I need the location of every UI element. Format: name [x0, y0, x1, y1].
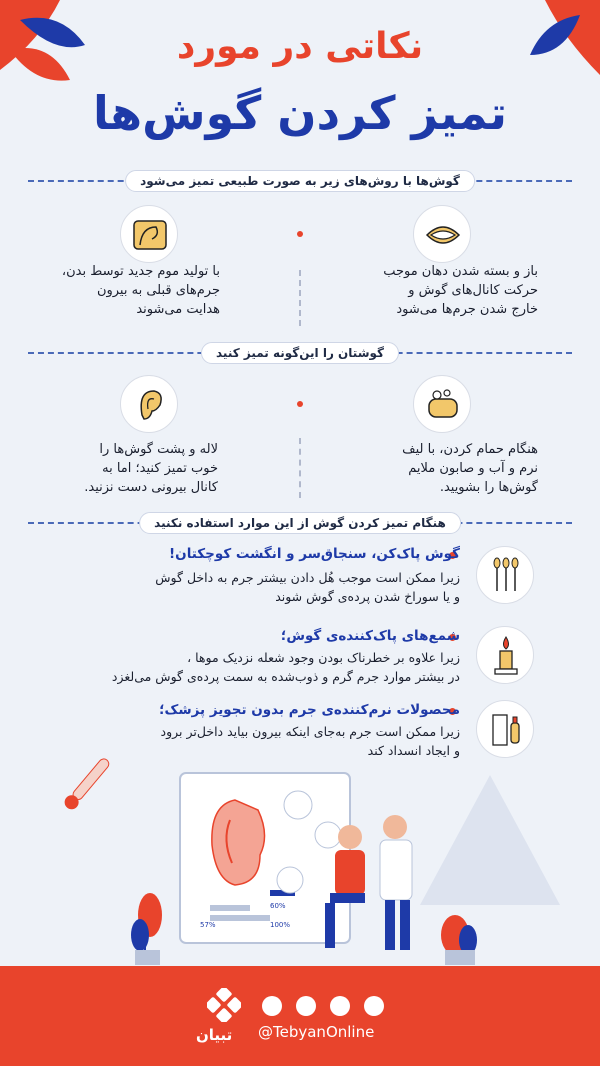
ear-canal-icon: [120, 205, 178, 263]
center-divider: [299, 270, 301, 326]
aparat-icon[interactable]: [330, 996, 350, 1016]
instagram-icon[interactable]: [296, 996, 316, 1016]
title-line-1: نکاتی در مورد: [176, 26, 424, 67]
text-line: باز و بسته شدن دهان موجب: [383, 264, 538, 279]
text-line: هنگام حمام کردن، با لیف: [402, 442, 538, 457]
text-line: در بیشتر موارد جرم گرم و ذوب‌شده به سمت پرده‌ی گوش می‌لغزد: [111, 669, 460, 684]
section2-heading: گوشتان را این‌گونه تمیز کنید: [201, 342, 399, 364]
twitter-icon[interactable]: [364, 996, 384, 1016]
title-line-2: تمیز کردن گوش‌ها: [93, 86, 507, 140]
cotton-swab-icon: [476, 546, 534, 604]
stat-100: 100%: [270, 921, 291, 929]
text-line: کانال بیرونی دست نزنید.: [84, 480, 218, 495]
section1-left-text: [20, 262, 220, 319]
stat-60: 60%: [270, 902, 286, 910]
social-handle[interactable]: @TebyanOnline: [258, 1023, 375, 1041]
section1-heading: گوش‌ها با روش‌های زیر به صورت طبیعی تمیز می‌شود: [125, 170, 475, 192]
footer-bar: [0, 966, 600, 1066]
text-line: گوش‌ها را بشویید.: [439, 480, 538, 495]
center-divider: [299, 438, 301, 498]
warning-item-2-title: شمع‌های پاک‌کننده‌ی گوش؛: [280, 628, 460, 644]
telegram-icon[interactable]: [262, 996, 282, 1016]
warning-item-1-body: [155, 568, 460, 606]
text-line: جرم‌های قبلی به بیرون: [96, 283, 220, 298]
text-line: با تولید موم جدید توسط بدن،: [61, 264, 220, 279]
text-line: نرم و آب و صابون ملایم: [408, 461, 538, 476]
center-dot: [297, 401, 303, 407]
brand-name: تبیان: [196, 1026, 233, 1044]
section1-right-text: [338, 262, 538, 319]
text-line: هدایت می‌شوند: [136, 302, 220, 317]
stat-57: 57%: [200, 921, 216, 929]
warning-item-1-title: گوش پاک‌کن، سنجاق‌سر و انگشت کوچکتان!: [169, 546, 460, 562]
text-line: زیرا علاوه بر خطرناک بودن وجود شعله نزدیک موها ،: [187, 650, 460, 665]
center-dot: [297, 231, 303, 237]
text-line: خوب تمیز کنید؛ اما به: [102, 461, 218, 476]
mouth-icon: [413, 205, 471, 263]
soap-icon: [413, 375, 471, 433]
text-line: لاله و پشت گوش‌ها را: [99, 442, 218, 457]
section2-left-text: [18, 440, 218, 497]
ear-icon: [120, 375, 178, 433]
candle-icon: [476, 626, 534, 684]
section3-heading: هنگام تمیز کردن گوش از این موارد استفاده نکنید: [139, 512, 461, 534]
text-line: حرکت کانال‌های گوش و: [408, 283, 538, 298]
ear-drops-icon: [476, 700, 534, 758]
section2-right-text: [338, 440, 538, 497]
doctor-illustration: [60, 755, 560, 970]
text-line: و یا سوراخ شدن پرده‌ی گوش شوند: [275, 589, 460, 604]
tebyan-logo-icon: [207, 988, 241, 1022]
text-line: زیرا ممکن است جرم به‌جای اینکه بیرون بیاید داخل‌تر برود: [160, 724, 460, 739]
warning-item-2-body: [112, 648, 460, 686]
text-line: خارج شدن جرم‌ها می‌شود: [396, 302, 538, 317]
text-line: و ایجاد انسداد کند: [367, 743, 460, 758]
text-line: زیرا ممکن است موجب هُل دادن بیشتر جرم به داخل گوش: [155, 570, 460, 585]
warning-item-3-title: محصولات نرم‌کننده‌ی جرم بدون تجویز پزشک؛: [159, 702, 460, 718]
